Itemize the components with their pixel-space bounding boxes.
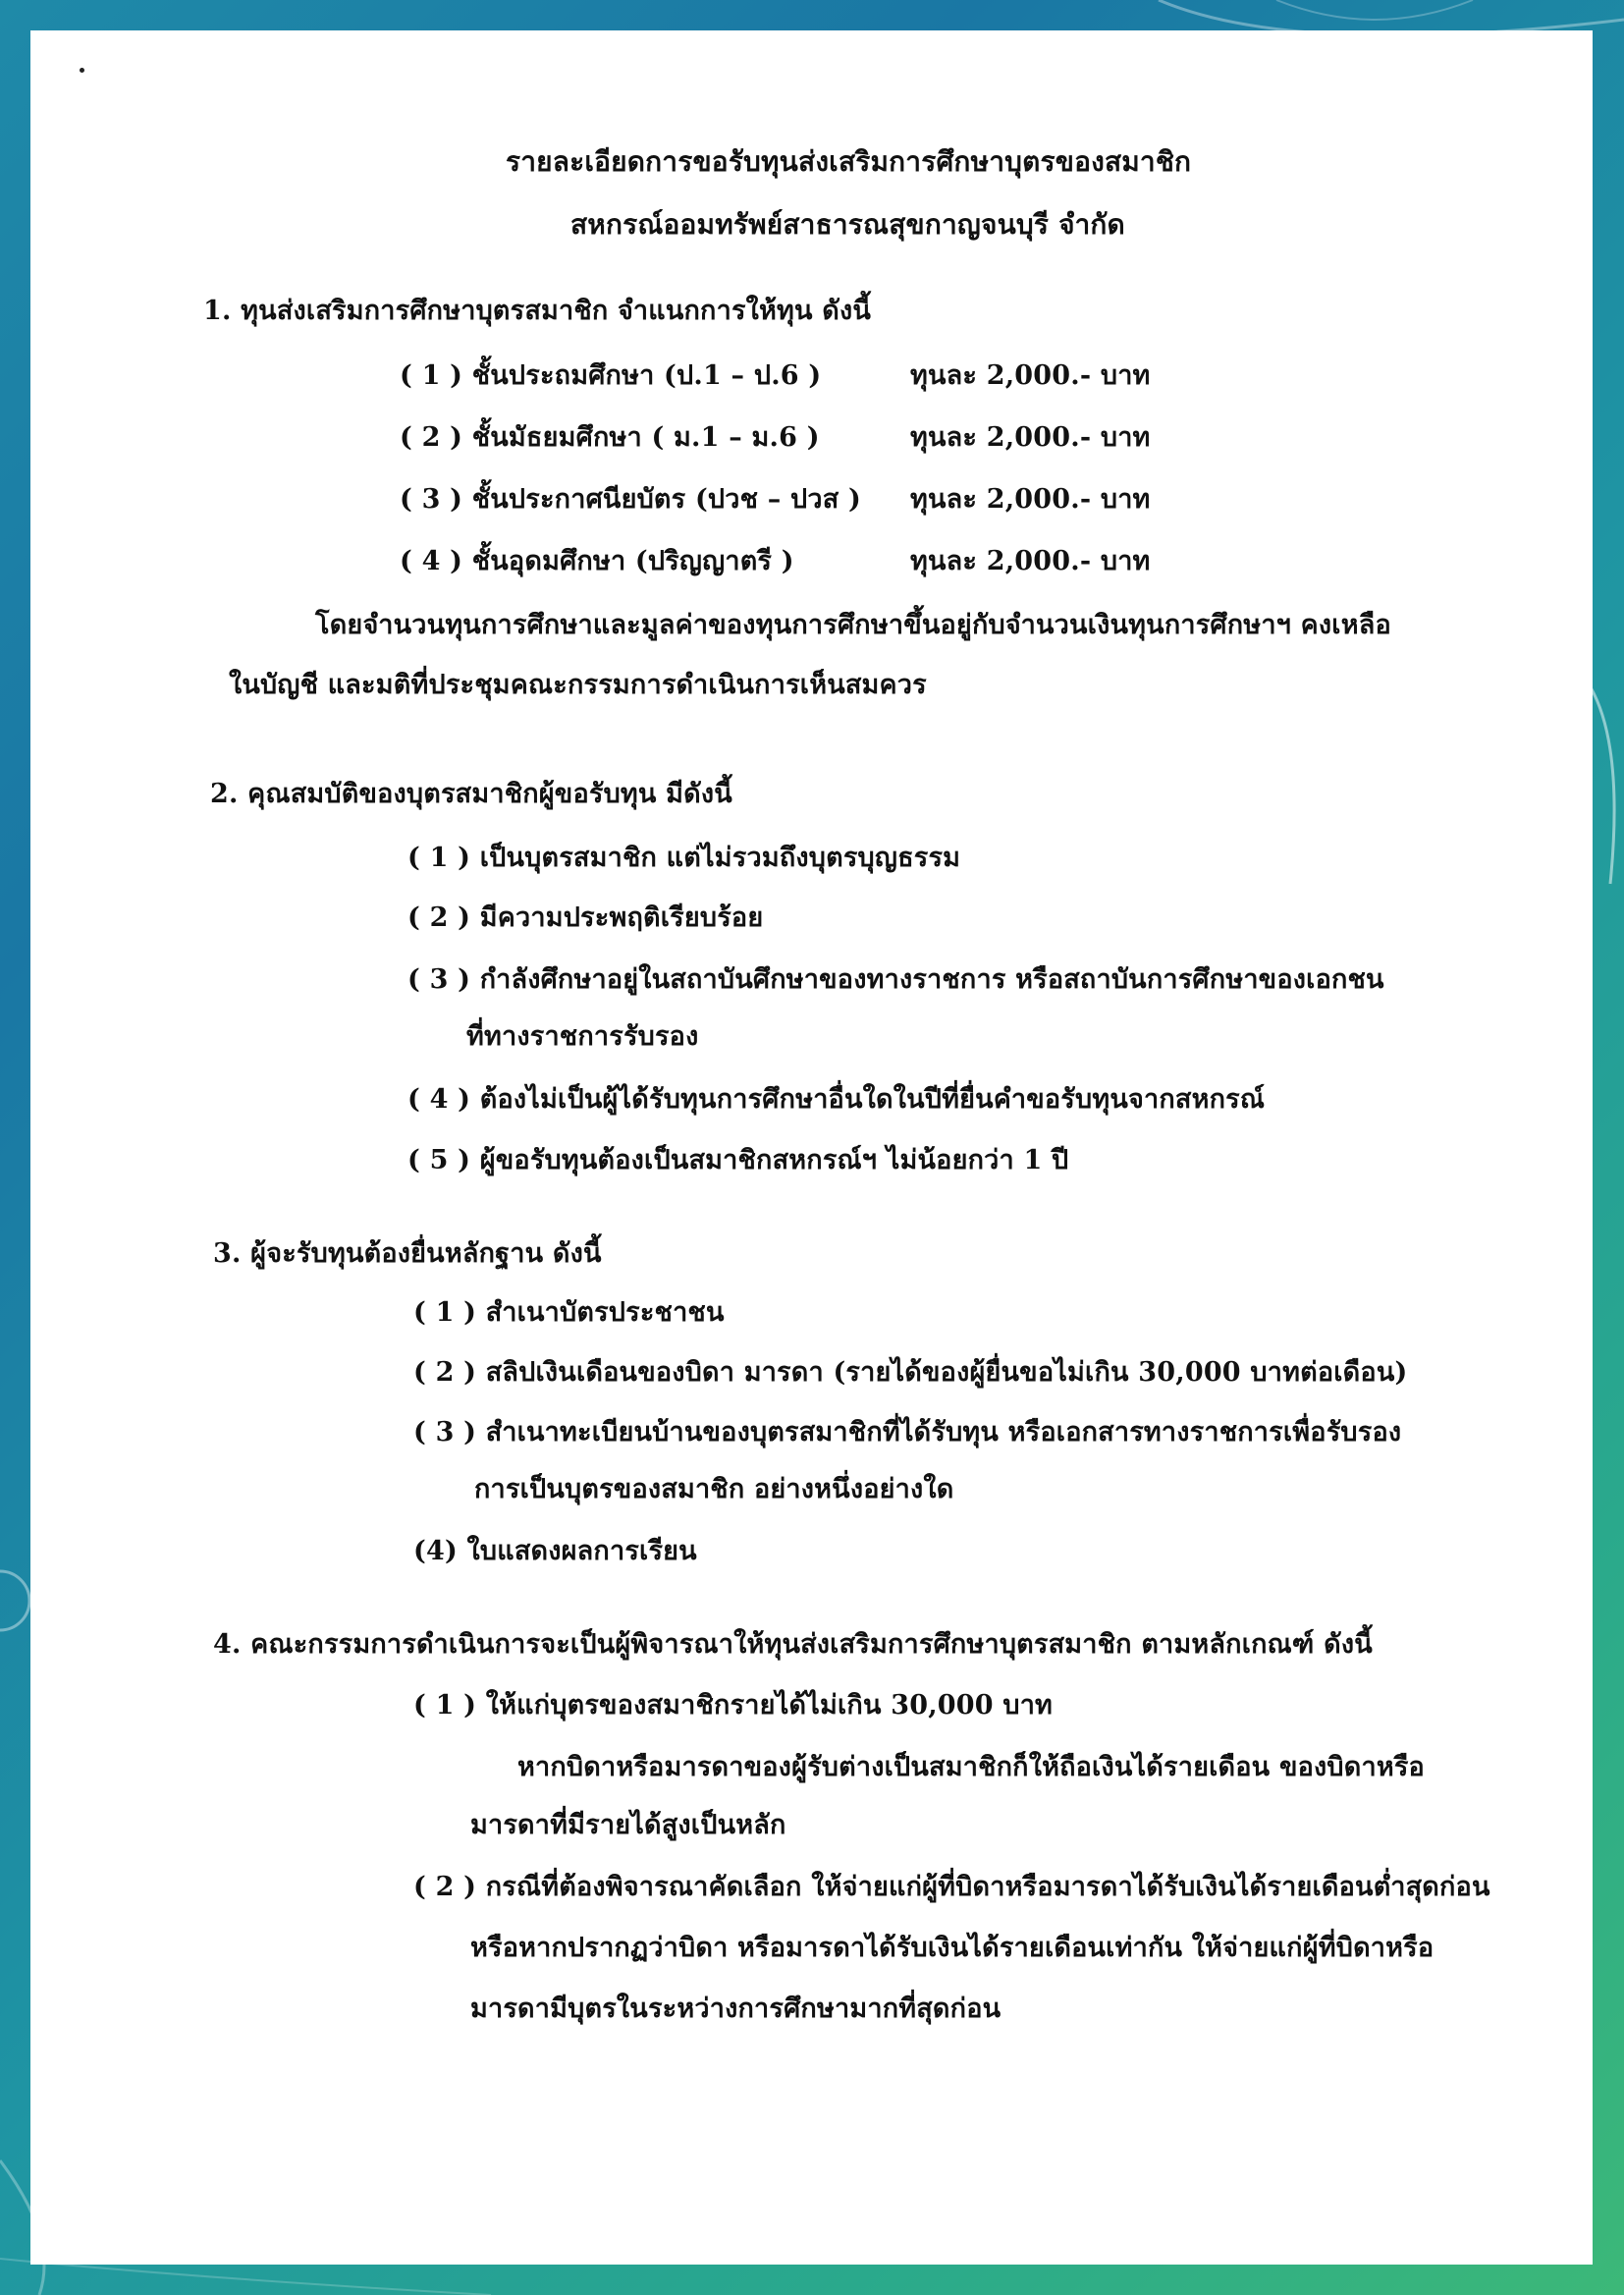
grant-level-1: ( 1 ) ชั้นประถมศึกษา (ป.1 – ป.6 ) xyxy=(400,360,822,391)
grant-level-3: ( 3 ) ชั้นประกาศนียบัตร (ปวช – ปวส ) xyxy=(400,484,862,515)
criteria-item-2: ( 2 ) กรณีที่ต้องพิจารณาคัดเลือก ให้จ่ายแก่ผู้ที่บิดาหรือมารดาได้รับเงินได้รายเดือนต่ำสุดก่อน xyxy=(413,1872,1490,1902)
document-title-line-1: รายละเอียดการขอรับทุนส่งเสริมการศึกษาบุตรของสมาชิก xyxy=(506,145,1192,178)
section-2-heading: 2. คุณสมบัติของบุตรสมาชิกผู้ขอรับทุน มีดังนี้ xyxy=(210,779,732,809)
document-item-4: (4) ใบแสดงผลการเรียน xyxy=(413,1536,697,1566)
criteria-item-1-detail-continued: มารดาที่มีรายได้สูงเป็นหลัก xyxy=(470,1810,786,1840)
section-4-heading: 4. คณะกรรมการดำเนินการจะเป็นผู้พิจารณาให้ทุนส่งเสริมการศึกษาบุตรสมาชิก ตามหลักเกณฑ์ ดังนี้ xyxy=(213,1629,1373,1660)
qualification-item-3-continued: ที่ทางราชการรับรอง xyxy=(466,1021,699,1052)
qualification-item-1: ( 1 ) เป็นบุตรสมาชิก แต่ไม่รวมถึงบุตรบุญธรรม xyxy=(407,843,961,873)
section-1-heading: 1. ทุนส่งเสริมการศึกษาบุตรสมาชิก จำแนกการให้ทุน ดังนี้ xyxy=(203,296,872,326)
section-3-heading: 3. ผู้จะรับทุนต้องยื่นหลักฐาน ดังนี้ xyxy=(213,1238,602,1269)
document-item-1: ( 1 ) สำเนาบัตรประชาชน xyxy=(413,1297,725,1328)
criteria-item-2-continued: หรือหากปรากฏว่าบิดา หรือมารดาได้รับเงินได้รายเดือนเท่ากัน ให้จ่ายแก่ผู้ที่บิดาหรือ xyxy=(470,1933,1435,1963)
grant-amount-2: ทุนละ 2,000.- บาท xyxy=(910,422,1151,453)
grant-level-4: ( 4 ) ชั้นอุดมศึกษา (ปริญญาตรี ) xyxy=(400,546,794,576)
section-1-note-line-1: โดยจำนวนทุนการศึกษาและมูลค่าของทุนการศึกษาขึ้นอยู่กับจำนวนเงินทุนการศึกษาฯ คงเหลือ xyxy=(315,610,1391,640)
section-1-note-line-2: ในบัญชี และมติที่ประชุมคณะกรรมการดำเนินการเห็นสมควร xyxy=(229,670,927,700)
document-item-3-continued: การเป็นบุตรของสมาชิก อย่างหนึ่งอย่างใด xyxy=(474,1474,954,1504)
stray-dot-mark xyxy=(80,68,84,73)
grant-level-2: ( 2 ) ชั้นมัธยมศึกษา ( ม.1 – ม.6 ) xyxy=(400,422,820,453)
grant-amount-4: ทุนละ 2,000.- บาท xyxy=(910,546,1151,576)
qualification-item-3: ( 3 ) กำลังศึกษาอยู่ในสถาบันศึกษาของทางราชการ หรือสถาบันการศึกษาของเอกชน xyxy=(407,964,1384,995)
document-title-line-2: สหกรณ์ออมทรัพย์สาธารณสุขกาญจนบุรี จำกัด xyxy=(570,208,1125,241)
qualification-item-5: ( 5 ) ผู้ขอรับทุนต้องเป็นสมาชิกสหกรณ์ฯ ไม่น้อยกว่า 1 ปี xyxy=(407,1145,1069,1175)
criteria-item-1: ( 1 ) ให้แก่บุตรของสมาชิกรายได้ไม่เกิน 30,000 บาท xyxy=(413,1690,1054,1721)
qualification-item-4: ( 4 ) ต้องไม่เป็นผู้ได้รับทุนการศึกษาอื่นใดในปีที่ยื่นคำขอรับทุนจากสหกรณ์ xyxy=(407,1084,1266,1115)
document-page xyxy=(30,30,1593,2265)
qualification-item-2: ( 2 ) มีความประพฤติเรียบร้อย xyxy=(407,902,764,933)
document-item-2: ( 2 ) สลิปเงินเดือนของบิดา มารดา (รายได้ของผู้ยื่นขอไม่เกิน 30,000 บาทต่อเดือน) xyxy=(413,1357,1408,1388)
grant-amount-1: ทุนละ 2,000.- บาท xyxy=(910,360,1151,391)
document-item-3: ( 3 ) สำเนาทะเบียนบ้านของบุตรสมาชิกที่ได้รับทุน หรือเอกสารทางราชการเพื่อรับรอง xyxy=(413,1417,1402,1448)
grant-amount-3: ทุนละ 2,000.- บาท xyxy=(910,484,1151,515)
criteria-item-2-continued-2: มารดามีบุตรในระหว่างการศึกษามากที่สุดก่อน xyxy=(470,1994,1001,2024)
criteria-item-1-detail: หากบิดาหรือมารดาของผู้รับต่างเป็นสมาชิกก็ให้ถือเงินได้รายเดือน ของบิดาหรือ xyxy=(517,1752,1425,1782)
